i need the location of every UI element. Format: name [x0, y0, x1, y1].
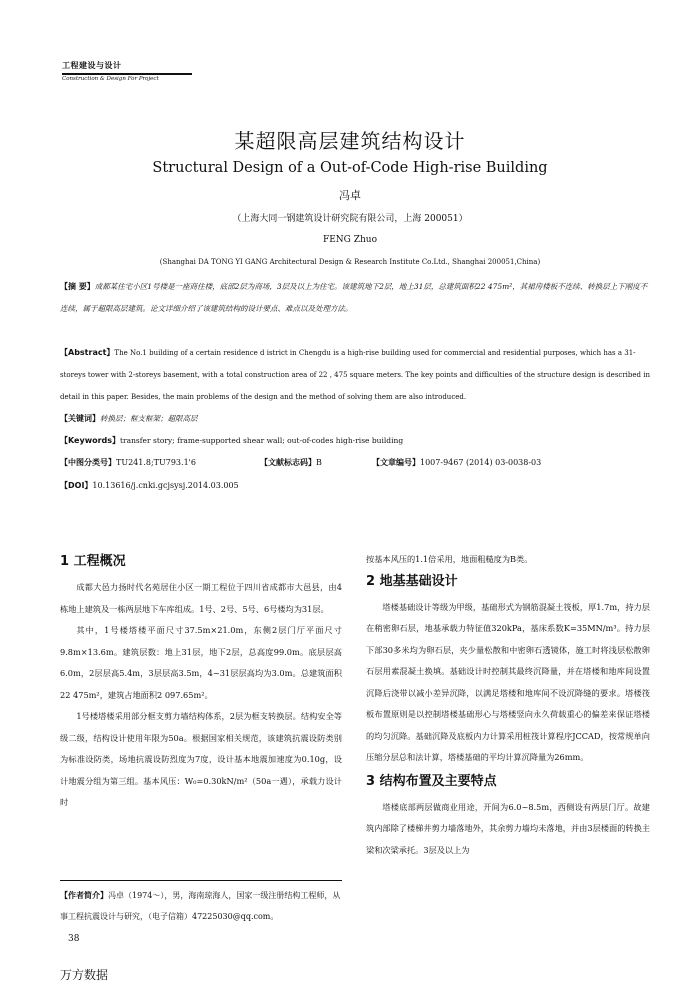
author-name: 冯卓	[339, 189, 361, 202]
journal-header	[62, 60, 192, 82]
abstract-en-label: 【Abstract】	[60, 348, 115, 357]
footnote-text: 冯卓（1974～），男，海南琼海人，国家一级注册结构工程师，从事工程抗震设计与研究，（电子信箱）47225030@qq.com。	[60, 891, 341, 921]
section-2-heading: 2 地基基础设计	[366, 573, 458, 589]
section-1-heading: 1 工程概况	[60, 554, 126, 569]
left-column	[60, 551, 342, 814]
section-2-paragraph-1: 塔楼基础设计等级为甲级，基础形式为钢筋混凝土筏板，厚1.7m，持力层在稍密卵石层，地基承载力特征值320kPa，基床系数K=35MN/m³。持力层下部30多米均为卵石层，夹少量松散和中密卵石透镜体，施工时将浅层松散卵石层用素混凝土换填。基础设计时控制其最终沉降量，并在塔楼和地库间设置沉降后浇带以减小差异沉降，以满足塔楼和地库间不设沉降缝的要求。塔楼筏板布置原则是以控制塔楼基础形心与塔楼竖向永久荷载重心的偏差来保证塔楼的均匀沉降。基础沉降及底板内力计算采用桩筏计算程序JCCAD，按常规单向压缩分层总和法计算，塔楼基础的平均计算沉降量为26mm。	[366, 601, 650, 762]
article-number: 【文章编号】1007-9467 (2014) 03-0038-03	[372, 458, 542, 467]
doi-value: 10.13616/j.cnki.gcjsysj.2014.03.005	[92, 481, 239, 490]
author-name-en: FENG Zhuo	[322, 235, 377, 245]
abstract-zh-label: 【摘 要】	[60, 282, 95, 291]
abstract-en-text: The No.1 building of a certain residence d istrict in Chengdu is a high-rise building used for commercial and residential purposes, which has a 31-storeys tower with 2-storeys basement, with a total construction area of 22 , 475 square meters. The key points and difficulties of the structure design is described in detail in this paper. Besides, the main problems of the design and the method of solving them are also introduced.	[60, 349, 650, 401]
keywords-zh-text: 转换层；框支框架；超限高层	[100, 414, 198, 423]
doi-label: 【DOI】	[60, 481, 93, 490]
paper-title: 某超限高层建筑结构设计	[234, 129, 466, 153]
keywords-zh-label: 【关键词】	[60, 414, 100, 423]
keywords-en-text: transfer story; frame-supported shear wall; out-of-codes high-rise building	[120, 436, 404, 445]
journal-name-en: Construction & Design For Project	[62, 76, 159, 82]
section-1-continuation: 按基本风压的1.1倍采用，地面粗糙度为B类。	[366, 554, 533, 564]
section-1-paragraph-1: 成都大邑力扬时代名苑居住小区一期工程位于四川省成都市大邑县，由4栋地上建筑及一栋两层地下车库组成。1号、2号、5号、6号楼均为31层。	[60, 582, 342, 614]
section-1-paragraph-2: 其中，1号楼塔楼平面尺寸37.5m×21.0m，东侧2层门厅平面尺寸9.8m×13.6m。建筑层数：地上31层，地下2层，总高度99.0m。底层层高6.0m，2层层高5.4m，3层层高3.5m，4~31层层高均为3.0m。总建筑面积22 475m²，建筑占地面积2 097.65m²。	[60, 625, 342, 700]
author-footnote	[60, 880, 342, 927]
author-affiliation-en: (Shanghai DA TONG YI GANG Architectural Design & Research Institute Co.Ltd., Shanghai 200051,China)	[159, 258, 541, 266]
clc-code: 【中图分类号】TU241.8;TU793.1'6	[60, 458, 196, 467]
abstract-zh	[60, 276, 650, 320]
classification-row	[60, 457, 650, 468]
keywords-en	[60, 430, 650, 452]
section-1-paragraph-3: 1号楼塔楼采用部分框支剪力墙结构体系，2层为框支转换层。结构安全等级二级，结构设计使用年限为50a。根据国家相关规范，该建筑抗震设防类别为标准设防类，场地抗震设防烈度为7度，设计基本地震加速度为0.10g，设计地震分组为第三组。基本风压：W₀=0.30kN/m²（50a一遇），承载力设计时	[60, 711, 342, 807]
journal-rule	[62, 73, 192, 75]
journal-name: 工程建设与设计	[62, 61, 122, 70]
section-3-paragraph-1: 塔楼底部两层做商业用途，开间为6.0~8.5m，西侧设有两层门厅。故建筑内部除了楼梯井剪力墙落地外，其余剪力墙均未落地，并由3层楼面的转换主梁和次梁承托。3层及以上为	[366, 801, 650, 855]
doi-row	[60, 480, 239, 491]
paper-title-en: Structural Design of a Out-of-Code High-rise Building	[152, 160, 548, 176]
abstract-en	[60, 342, 650, 408]
watermark: 万方数据	[60, 968, 109, 982]
keywords-en-label: 【Keywords】	[60, 436, 121, 445]
document-code: 【文献标志码】B	[260, 458, 322, 467]
page-number: 38	[68, 934, 80, 944]
footnote-label: 【作者简介】	[60, 891, 108, 900]
section-3-heading: 3 结构布置及主要特点	[366, 773, 497, 789]
author-affiliation: （上海大同一钢建筑设计研究院有限公司，上海 200051）	[232, 214, 468, 224]
abstract-zh-text: 成都某住宅小区1号楼是一座商住楼，底部2层为商场，3层及以上为住宅。该建筑地下2层，地上31层，总建筑面积22 475m²，其裙房楼板不连续、转换层上下刚度不连续，属于超限高层建筑。论文详细介绍了该建筑结构的设计要点、难点以及处理方法。	[60, 282, 648, 313]
right-column	[366, 549, 650, 861]
keywords-zh	[60, 408, 650, 430]
